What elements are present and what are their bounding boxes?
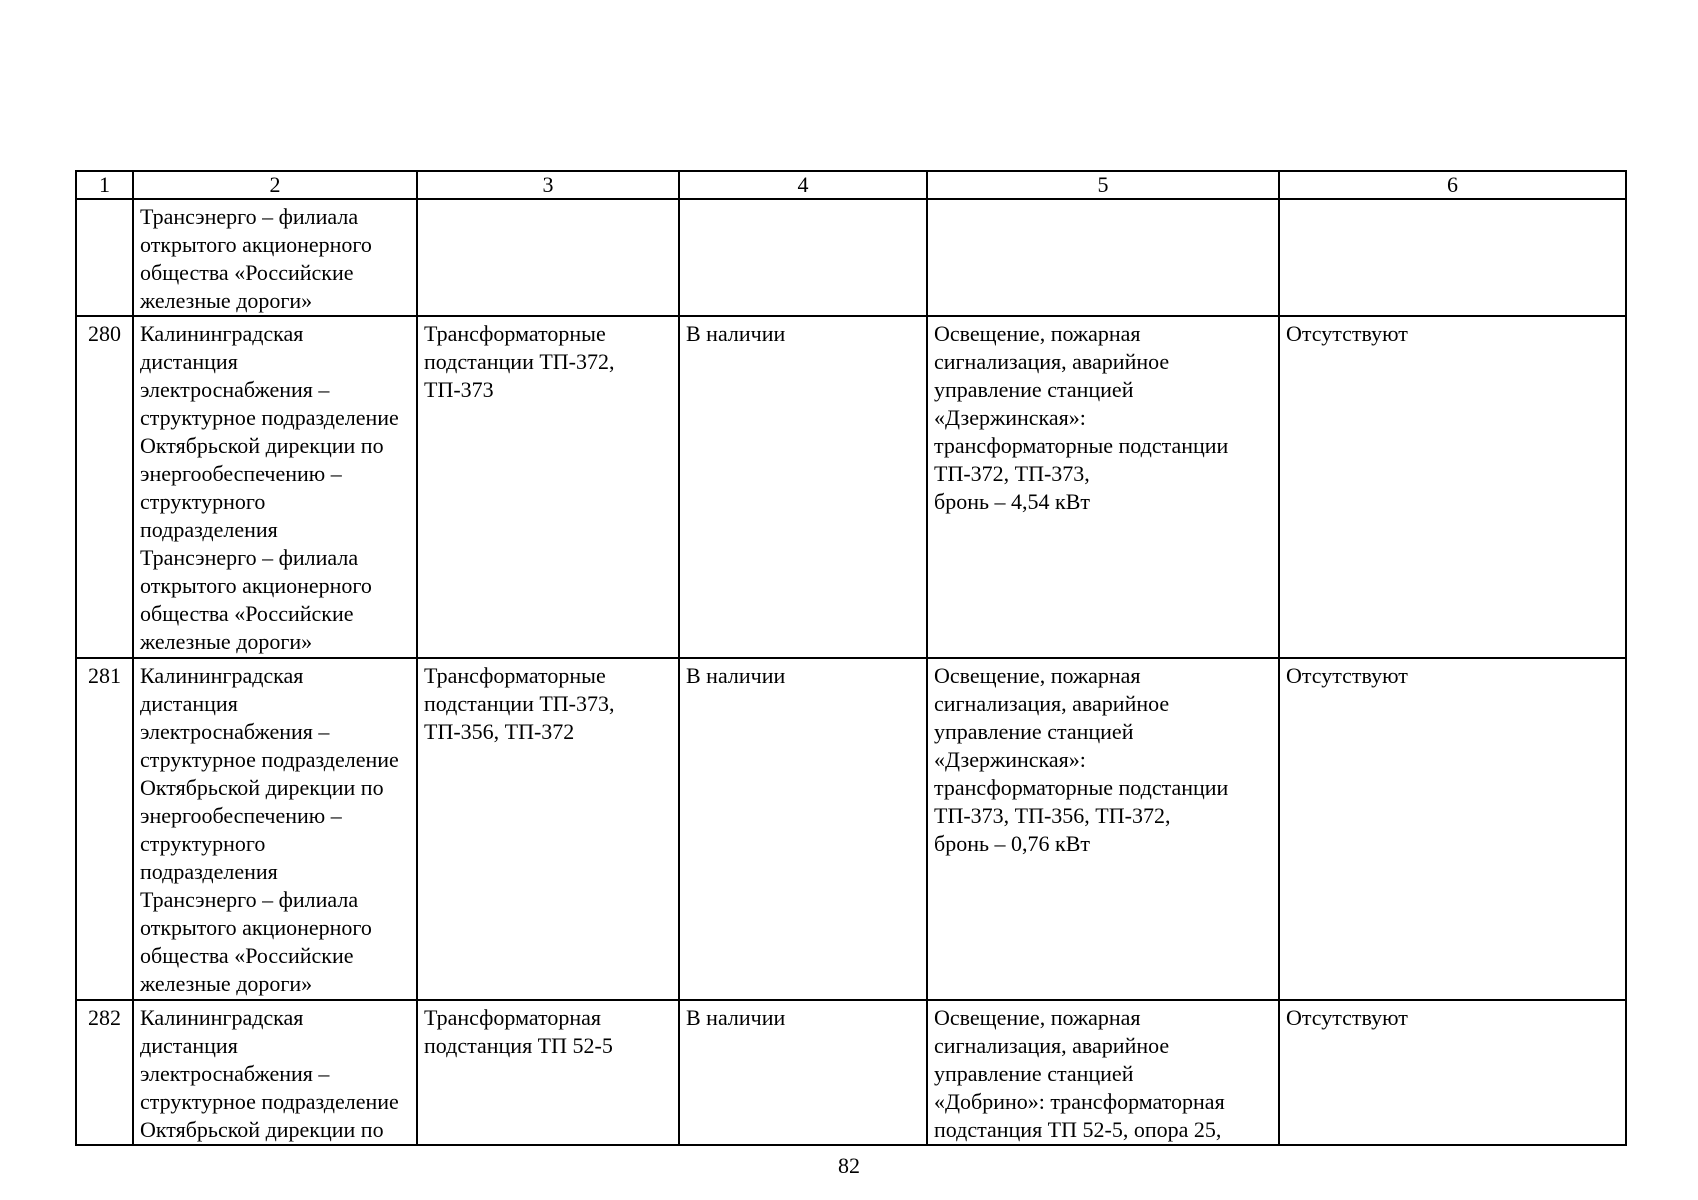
object-cell: Трансформаторные подстанции ТП-373, ТП-356, ТП-372 [417, 658, 679, 1000]
table-row [76, 199, 1626, 316]
data-table [75, 170, 1627, 1146]
row-number-cell [76, 199, 133, 316]
row-number-cell: 280 [76, 316, 133, 658]
object-cell [417, 199, 679, 316]
object-cell: Трансформаторные подстанции ТП-372, ТП-373 [417, 316, 679, 658]
page-number: 82 [838, 1153, 860, 1178]
availability-cell: В наличии [679, 1000, 927, 1145]
row-number-cell: 281 [76, 658, 133, 1000]
column-header-5: 5 [927, 171, 1279, 199]
table-header-row [76, 171, 1626, 199]
organization-cell: Калининградская дистанция электроснабжения – структурное подразделение Октябрьской дирекции по энергообеспечению – структурного подразделения Трансэнерго – филиала открытого акционерного общества «Российские железные дороги» [133, 658, 417, 1000]
table-row [76, 316, 1626, 658]
table-row [76, 658, 1626, 1000]
table-row [76, 1000, 1626, 1145]
purpose-cell [927, 199, 1279, 316]
organization-cell: Калининградская дистанция электроснабжения – структурное подразделение Октябрьской дирекции по [133, 1000, 417, 1145]
column-header-2: 2 [133, 171, 417, 199]
organization-cell: Трансэнерго – филиала открытого акционерного общества «Российские железные дороги» [133, 199, 417, 316]
note-cell: Отсутствуют [1279, 658, 1626, 1000]
purpose-cell: Освещение, пожарная сигнализация, аварийное управление станцией «Дзержинская»: трансформаторные подстанции ТП-373, ТП-356, ТП-372, бронь – 0,76 кВт [927, 658, 1279, 1000]
availability-cell [679, 199, 927, 316]
purpose-cell: Освещение, пожарная сигнализация, аварийное управление станцией «Добрино»: трансформаторная подстанция ТП 52-5, опора 25, [927, 1000, 1279, 1145]
column-header-3: 3 [417, 171, 679, 199]
organization-cell: Калининградская дистанция электроснабжения – структурное подразделение Октябрьской дирекции по энергообеспечению – структурного подразделения Трансэнерго – филиала открытого акционерного общества «Российские железные дороги» [133, 316, 417, 658]
purpose-cell: Освещение, пожарная сигнализация, аварийное управление станцией «Дзержинская»: трансформаторные подстанции ТП-372, ТП-373, бронь – 4,54 кВт [927, 316, 1279, 658]
note-cell [1279, 199, 1626, 316]
column-header-1: 1 [76, 171, 133, 199]
column-header-6: 6 [1279, 171, 1626, 199]
row-number-cell: 282 [76, 1000, 133, 1145]
column-header-4: 4 [679, 171, 927, 199]
availability-cell: В наличии [679, 316, 927, 658]
note-cell: Отсутствуют [1279, 316, 1626, 658]
object-cell: Трансформаторная подстанция ТП 52-5 [417, 1000, 679, 1145]
availability-cell: В наличии [679, 658, 927, 1000]
note-cell: Отсутствуют [1279, 1000, 1626, 1145]
